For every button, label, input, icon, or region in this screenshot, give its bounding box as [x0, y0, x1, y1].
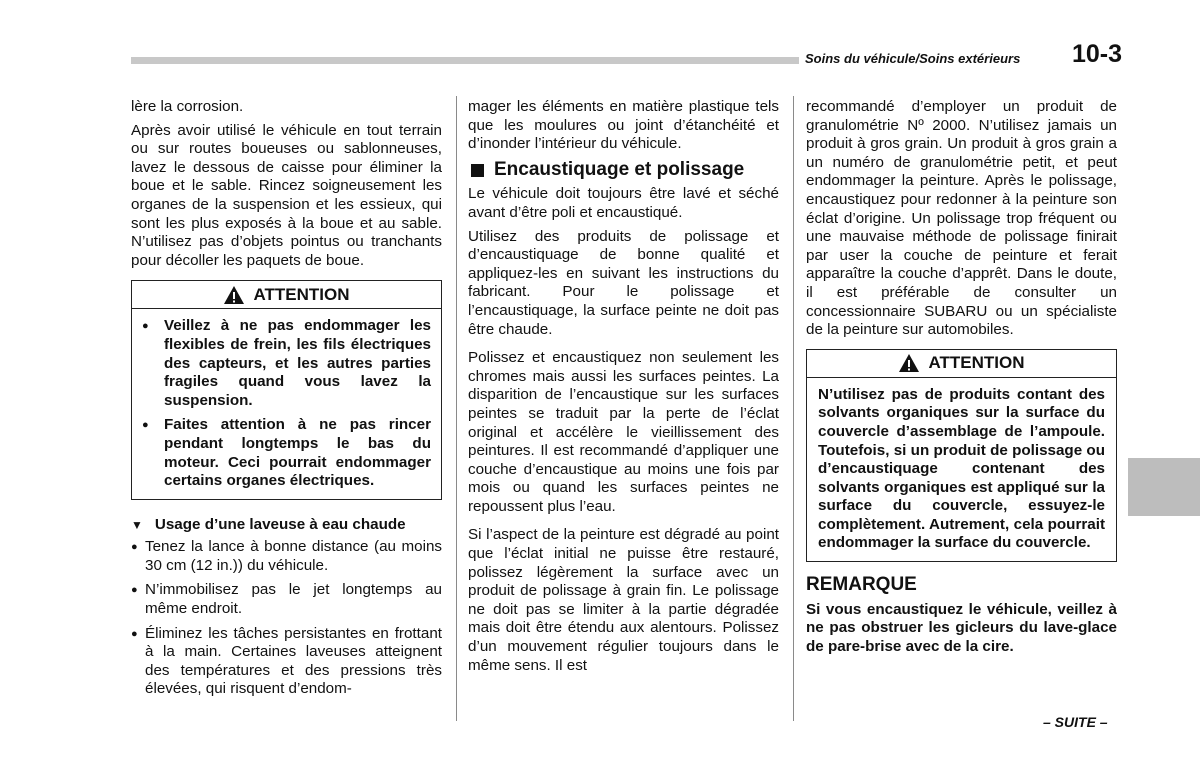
paragraph: mager les éléments en matière plastique tels que les moulures ou joint d’étanchéité et d’inonder l’intérieur du véhicule. — [468, 98, 779, 153]
header-rule — [131, 57, 799, 64]
warning-triangle-icon — [898, 353, 920, 373]
list-item: ● Tenez la lance à bonne distance (au moins 30 cm (12 in.)) du véhicule. — [131, 538, 442, 574]
bullet-icon: ● — [131, 627, 138, 640]
paragraph: Utilisez des produits de polissage et d’encaustiquage de bonne qualité et appliquez-les en suivant les instructions du fabricant. Pour le polissage et l’encaustiquage, la surface peinte ne doit pas être chaude. — [468, 227, 779, 338]
section-title: Soins du véhicule/Soins extérieurs — [805, 51, 1021, 66]
square-bullet-icon — [471, 164, 484, 177]
remarque-body: Si vous encaustiquez le véhicule, veillez à ne pas obstruer les gicleurs du lave-glace de pare-brise avec de la cire. — [806, 600, 1117, 655]
paragraph: Polissez et encaustiquez non seulement les chromes mais aussi les surfaces peintes. La disparition de l’encaustique sur les surfaces peintes se traduit par la perte de l’éclat original et accélère le vieillissement des peintures. Il est recommandé d’appliquer une couche d’encaustique au moins une fois par mois ou quand les surfaces peintes ne repoussent plus l’eau. — [468, 349, 779, 515]
bullet-icon: ● — [131, 541, 138, 554]
attention-title: ATTENTION — [253, 284, 350, 304]
column-divider-2 — [793, 96, 794, 721]
attention-item: ● Faites attention à ne pas rincer pendant longtemps le bas du moteur. Ceci pourrait endommager certains organes électriques. — [142, 416, 431, 490]
attention-box — [131, 280, 442, 499]
list-item: ● N’immobilisez pas le jet longtemps au même endroit. — [131, 581, 442, 618]
bullet-icon: ● — [142, 320, 149, 333]
attention-header — [806, 349, 1117, 378]
attention-item: ● Veillez à ne pas endommager les flexibles de frein, les fils électriques des capteurs, et les autres parties fragiles quand vous lavez la suspension. — [142, 317, 431, 409]
list-item: ● Éliminez les tâches persistantes en frottant à la main. Certaines laveuses atteignent des températures et des pressions très élevées, qui risquent d’endom- — [131, 624, 442, 698]
attention-box — [806, 349, 1117, 562]
paragraph: Si l’aspect de la peinture est dégradé au point que l’éclat initial ne puisse être restauré, polissez légèrement la surface avec un produit de polissage à grain fin. Le polissage ne doit pas se limiter à la partie dégradée mais doit être étendu aux alentours. Polissez d’un mouvement régulier toujours dans le même sens. Il est — [468, 526, 779, 674]
page-number: 10-3 — [1072, 40, 1123, 68]
column-3 — [806, 98, 1117, 663]
attention-header — [131, 280, 442, 309]
chapter-tab — [1128, 458, 1200, 516]
bullet-icon: ● — [131, 584, 138, 597]
column-2 — [468, 98, 779, 682]
triangle-down-icon: ▼ — [131, 517, 143, 532]
subheading: ▼ Usage d’une laveuse à eau chaude — [131, 515, 406, 533]
attention-body: N’utilisez pas de produits contant des solvants organiques sur la surface du couvercle d’assemblage de l’ampoule. Toutefois, si un produit de polissage ou d’encaustiquage contenant des solvants organiques est appliqué sur la surface du couvercle, essuyez-le complètement. Autrement, cela pourrait endommager la surface du couvercle. — [806, 378, 1117, 562]
bullet-icon: ● — [142, 419, 149, 432]
paragraph: Le véhicule doit toujours être lavé et séché avant d’être poli et encaustiqué. — [468, 185, 779, 221]
attention-title: ATTENTION — [928, 352, 1025, 372]
paragraph: lère la corrosion. — [131, 98, 244, 115]
column-1 — [131, 98, 442, 705]
section-heading: Encaustiquage et polissage — [468, 161, 779, 180]
paragraph: recommandé d’employer un produit de granulométrie Nº 2000. N’utilisez jamais un produit à gros grain. Un produit à gros grain a un numéro de granulométrie petit, et peut endommager la peinture. Après le polissage, encaustiquez pour redonner à la peinture son éclat d’origine. Un polissage trop fréquent ou une mauvaise méthode de polissage finirait par user la couche de peinture et ferait apparaître la couche d’apprêt. Dans le doute, il est préférable de consulter un concessionnaire SUBARU ou un spécialiste de la peinture sur automobiles. — [806, 98, 1117, 339]
column-divider-1 — [456, 96, 457, 721]
continued-label: – SUITE – — [1043, 714, 1108, 730]
attention-body — [131, 309, 442, 499]
remarque-heading: REMARQUE — [806, 574, 917, 596]
warning-triangle-icon — [223, 285, 245, 305]
paragraph: Après avoir utilisé le véhicule en tout terrain ou sur routes boueuses ou sablonneuses, lavez le dessous de caisse pour éliminer la boue et le sable. Rincez soigneusement les organes de la suspension et les essieux, qui sont les plus exposés à la boue et au sable. N’utilisez pas d’objets pointus ou tranchants pour décoller les paquets de boue. — [131, 121, 442, 269]
